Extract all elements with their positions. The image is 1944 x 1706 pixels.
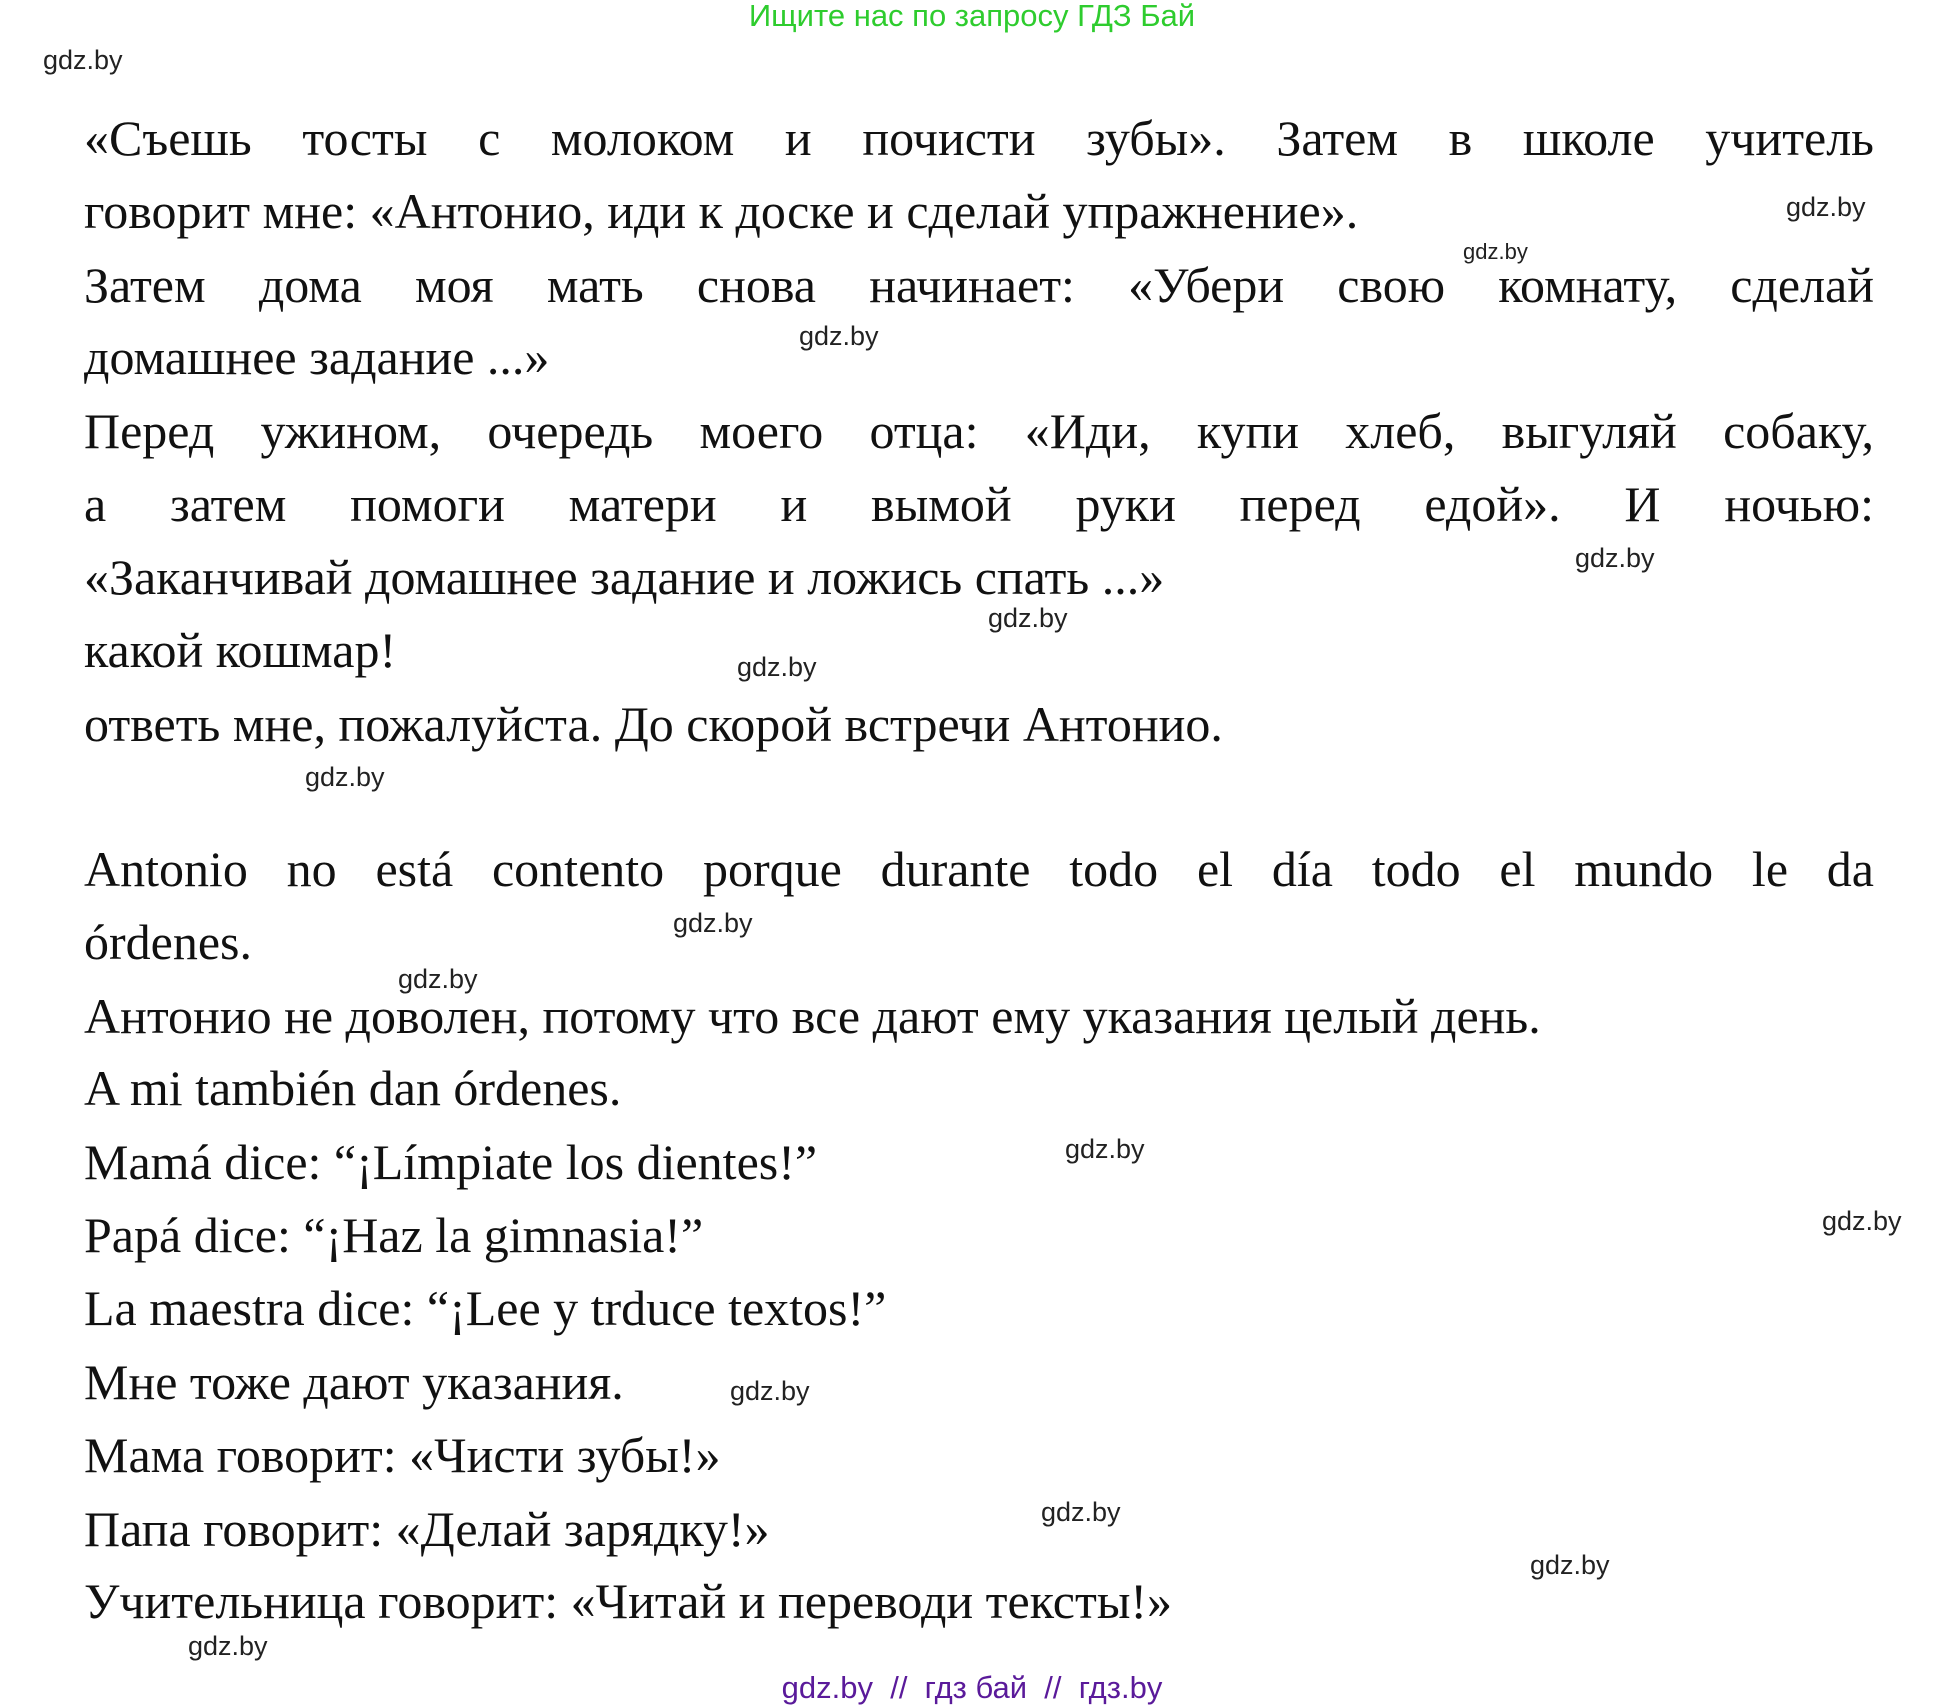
text-line: Перед ужином, очередь моего отца: «Иди, купи хлеб, выгуляй собаку, [84, 403, 1874, 459]
text-line: Затем дома моя мать снова начинает: «Убери свою комнату, сделай [84, 257, 1874, 313]
text-line: órdenes. [84, 914, 252, 970]
text-line: «Заканчивай домашнее задание и ложись спать ...» [84, 549, 1165, 605]
text-line: Мне тоже дают указания. [84, 1354, 624, 1410]
watermark: gdz.by [1463, 239, 1528, 264]
text-line: Папа говорит: «Делай зарядку!» [84, 1501, 770, 1557]
watermark: gdz.by [188, 1631, 268, 1661]
watermark: gdz.by [730, 1376, 810, 1406]
watermark: gdz.by [799, 321, 879, 351]
footer-banner: gdz.by // гдз бай // гдз.by [781, 1670, 1163, 1705]
text-line: ответь мне, пожалуйста. До скорой встречи Антонио. [84, 696, 1223, 752]
watermark: gdz.by [1041, 1497, 1121, 1527]
text-line: а затем помоги матери и вымой руки перед едой». И ночью: [84, 476, 1874, 532]
watermark: gdz.by [398, 964, 478, 994]
text-line: A mi también dan órdenes. [84, 1060, 622, 1116]
watermark: gdz.by [305, 762, 385, 792]
watermark: gdz.by [43, 45, 123, 75]
watermark: gdz.by [673, 908, 753, 938]
text-line: Antonio no está contento porque durante todo el día todo el mundo le da [84, 841, 1874, 897]
text-line: La maestra dice: “¡Lee y trduce textos!” [84, 1280, 887, 1336]
text-line: Мама говорит: «Чисти зубы!» [84, 1427, 721, 1483]
watermark: gdz.by [737, 652, 817, 682]
watermark: gdz.by [1530, 1550, 1610, 1580]
header-banner: Ищите нас по запросу ГДЗ Бай [748, 0, 1196, 33]
watermark: gdz.by [1786, 192, 1866, 222]
watermark: gdz.by [988, 603, 1068, 633]
watermark: gdz.by [1822, 1206, 1902, 1236]
watermark: gdz.by [1065, 1134, 1145, 1164]
text-line: «Съешь тосты с молоком и почисти зубы». Затем в школе учитель [84, 110, 1874, 166]
text-line: Учительница говорит: «Читай и переводи тексты!» [84, 1573, 1173, 1629]
text-line: Mamá dice: “¡Límpiate los dientes!” [84, 1134, 818, 1190]
text-line: домашнее задание ...» [84, 329, 550, 385]
text-line: Антонио не доволен, потому что все дают ему указания целый день. [84, 988, 1541, 1044]
text-line: говорит мне: «Антонио, иди к доске и сделай упражнение». [84, 183, 1359, 239]
text-line: какой кошмар! [84, 622, 397, 678]
text-line: Papá dice: “¡Haz la gimnasia!” [84, 1207, 704, 1263]
watermark: gdz.by [1575, 543, 1655, 573]
